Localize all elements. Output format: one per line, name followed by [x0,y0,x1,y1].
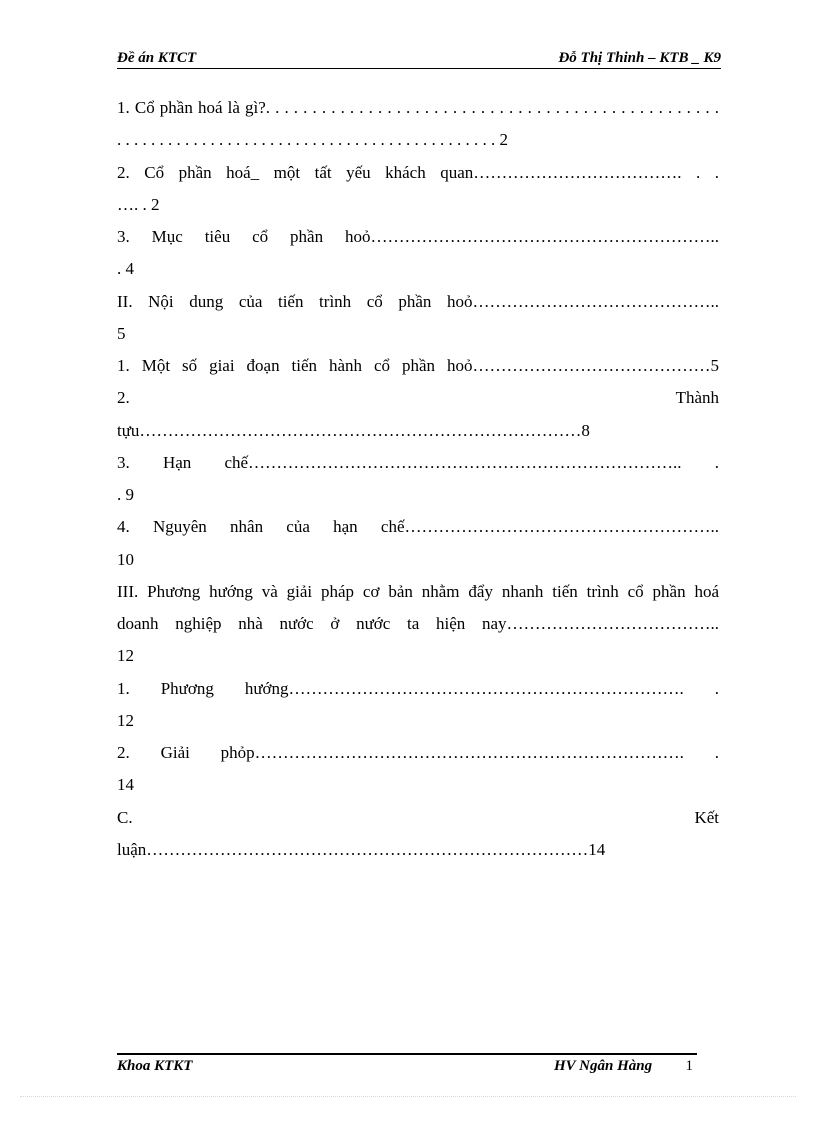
toc-line: II. Nội dung của tiến trình cổ phần hoỏ…………………………………….. [117,291,719,311]
page-footer [117,1058,693,1078]
toc-line: 1. Cổ phần hoá là gì?. . . . . . . . . . . . . . . . . . . . . . . . . . . . . . . . . . . . . . . . . . . . . . . . . [117,98,719,117]
toc-line: 1. Phương hướng……………………………………………………………. . [117,678,719,698]
footer-faculty: Khoa KTKT [117,1058,193,1074]
toc-line: 12 [117,710,134,730]
footer-institution: HV Ngân Hàng [554,1058,653,1074]
toc-line: 14 [117,775,134,795]
toc-line: . 9 [117,485,134,504]
toc-line: 4. Nguyên nhân của hạn chế……………………………………………….. [117,517,719,537]
toc-line: 1. Một số giai đoạn tiến hành cổ phần hoỏ……………………………………5 [117,356,719,375]
toc-line: luận……………………………………………………………………14 [117,839,606,859]
toc-line: 2. Cổ phần hoá_ một tất yếu khách quan………………………………. . . [117,162,719,182]
toc-line: III. Phương hướng và giải pháp cơ bản nhằm đẩy nhanh tiến trình cổ phần hoá [117,581,719,601]
toc-line: . 4 [117,259,134,279]
page-number: 1 [685,1058,693,1074]
table-of-contents [117,92,719,866]
toc-line: 3. Mục tiêu cổ phần hoỏ…………………………………………………….. [117,227,719,246]
page-header [117,50,721,69]
toc-line: 10 [117,549,134,569]
page-bottom-dotted-divider [20,1096,796,1097]
toc-line: 3. Hạn chế………………………………………………………………….. . [117,452,719,472]
toc-line: 5 [117,323,126,343]
toc-line: 2. Thành [117,388,719,408]
toc-line: 12 [117,646,134,666]
toc-line: doanh nghiệp nhà nước ở nước ta hiện nay……………………………….. [117,614,719,633]
header-right-author: Đỗ Thị Thinh – KTB _ K9 [558,50,721,66]
toc-line: 2. Giải phỏp…………………………………………………………………. . [117,743,719,762]
toc-line: . . . . . . . . . . . . . . . . . . . . . . . . . . . . . . . . . . . . . . . . . . . . . 2 [117,130,508,150]
header-left-title: Đề án KTCT [117,50,197,66]
toc-line: tựu……………………………………………………………………8 [117,420,590,440]
toc-line: …. . 2 [117,194,160,214]
toc-line: C. Kết [117,807,719,827]
footer-rule [117,1053,697,1055]
